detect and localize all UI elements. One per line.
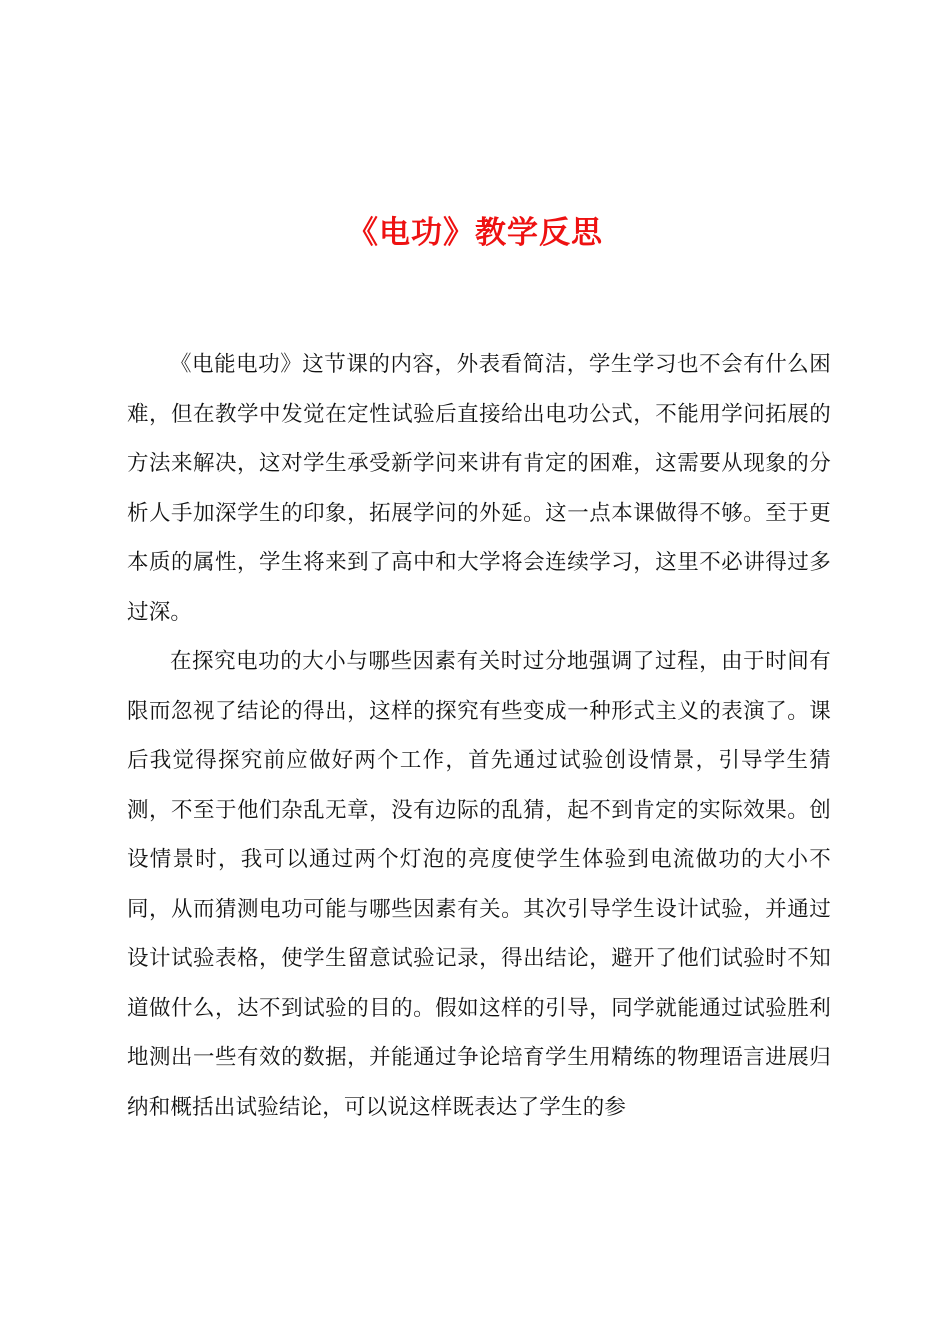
document-title: 《电功》教学反思 xyxy=(347,215,603,251)
paragraph-2: 在探究电功的大小与哪些因素有关时过分地强调了过程，由于时间有限而忽视了结论的得出，这样的探究有些变成一种形式主义的表演了。课后我觉得探究前应做好两个工作，首先通过试验创设情景，引导学生猜测，不至于他们杂乱无章，没有边际的乱猜，起不到肯定的实际效果。创设情景时，我可以通过两个灯泡的亮度使学生体验到电流做功的大小不同，从而猜测电功可能与哪些因素有关。其次引导学生设计试验，并通过设计试验表格，使学生留意试验记录，得出结论，避开了他们试验时不知道做什么，达不到试验的目的。假如这样的引导，同学就能通过试验胜利地测出一些有效的数据，并能通过争论培育学生用精练的物理语言进展归纳和概括出试验结论，可以说这样既表达了学生的参 xyxy=(127,649,831,1120)
document-body xyxy=(127,340,831,1132)
paragraph-1: 《电能电功》这节课的内容，外表看简洁，学生学习也不会有什么困难，但在教学中发觉在定性试验后直接给出电功公式，不能用学问拓展的方法来解决，这对学生承受新学问来讲有肯定的困难，这需要从现象的分析人手加深学生的印象，拓展学问的外延。这一点本课做得不够。至于更本质的属性，学生将来到了高中和大学将会连续学习，这里不必讲得过多过深。 xyxy=(127,352,831,625)
